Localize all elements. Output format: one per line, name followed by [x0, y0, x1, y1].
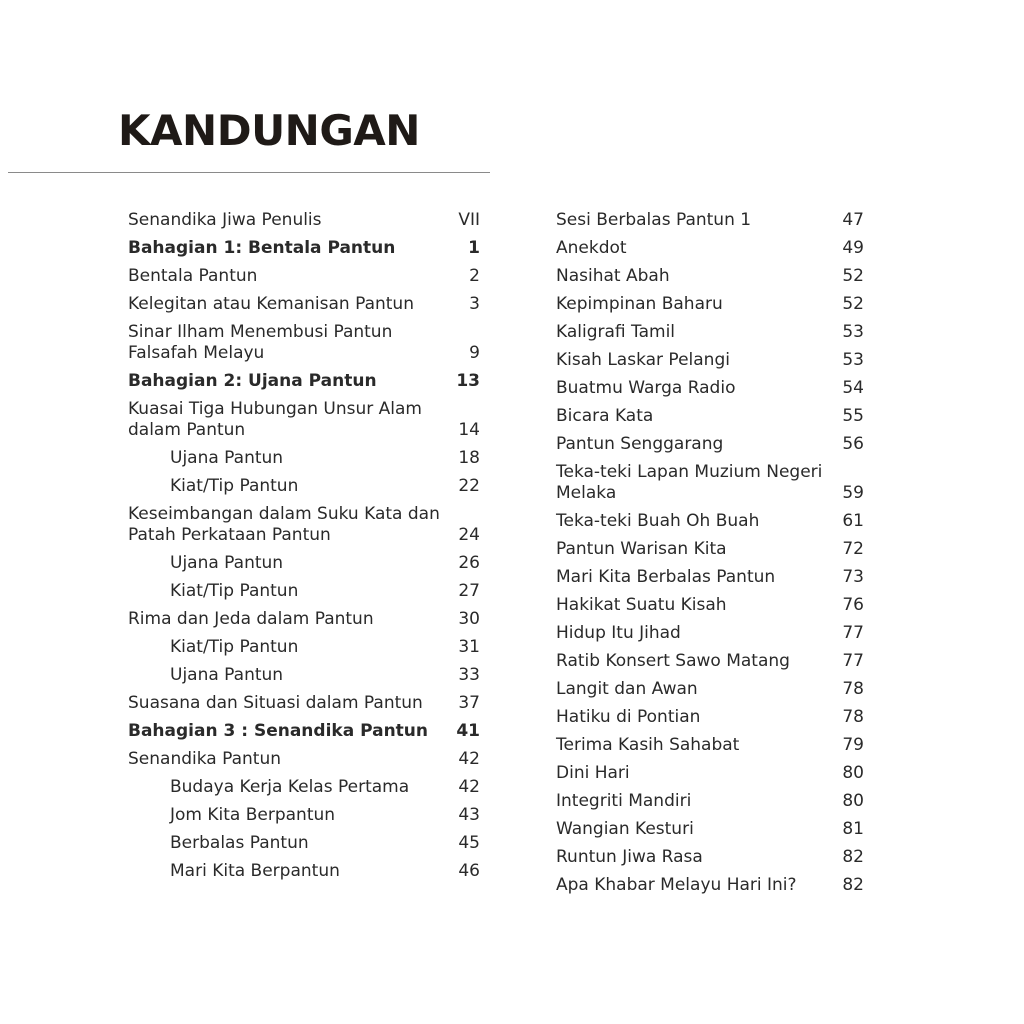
- toc-entry-page: 81: [842, 819, 864, 839]
- toc-entry-page: 42: [458, 777, 480, 797]
- toc-entry: [128, 749, 480, 770]
- toc-entry-page: 49: [842, 238, 864, 258]
- toc-entry: [128, 609, 480, 630]
- toc-entry-title: Runtun Jiwa Rasa: [556, 847, 703, 867]
- toc-entry-page: 46: [458, 861, 480, 881]
- toc-entry-title: Kiat/Tip Pantun: [170, 581, 299, 601]
- toc-entry-title: Langit dan Awan: [556, 679, 698, 699]
- toc-entry-title: Integriti Mandiri: [556, 791, 692, 811]
- toc-entry-title: Bentala Pantun: [128, 266, 258, 286]
- toc-entry: [128, 322, 480, 364]
- toc-entry: [128, 693, 480, 714]
- toc-entry-title: Ujana Pantun: [170, 665, 284, 685]
- toc-entry: [556, 238, 864, 259]
- toc-entry: [128, 581, 480, 602]
- toc-entry: [556, 322, 864, 343]
- toc-entry: [556, 875, 864, 896]
- toc-entry-page: 43: [458, 805, 480, 825]
- toc-entry-page: 77: [842, 651, 864, 671]
- toc-entry-title: Pantun Warisan Kita: [556, 539, 727, 559]
- toc-entry: [128, 553, 480, 574]
- toc-entry: [556, 791, 864, 812]
- toc-entry-title: Senandika Pantun: [128, 749, 281, 769]
- toc-entry: [128, 371, 480, 392]
- toc-entry-title: Kuasai Tiga Hubungan Unsur Alam dalam Pantun: [128, 399, 422, 440]
- toc-entry: [128, 665, 480, 686]
- toc-entry-page: 56: [842, 434, 864, 454]
- toc-entry-page: 53: [842, 322, 864, 342]
- toc-entry-page: 42: [458, 749, 480, 769]
- toc-entry: [556, 763, 864, 784]
- toc-entry: [556, 294, 864, 315]
- toc-entry: [556, 819, 864, 840]
- toc-entry-title: Berbalas Pantun: [170, 833, 309, 853]
- toc-entry-title: Bahagian 3 : Senandika Pantun: [128, 721, 429, 741]
- toc-entry-page: 18: [458, 448, 480, 468]
- toc-entry-page: 14: [458, 420, 480, 440]
- toc-entry: [128, 448, 480, 469]
- toc-entry-title: Hatiku di Pontian: [556, 707, 701, 727]
- toc-entry-title: Wangian Kesturi: [556, 819, 694, 839]
- toc-entry-title: Keseimbangan dalam Suku Kata dan Patah Perkataan Pantun: [128, 504, 440, 545]
- toc-entry-page: 1: [468, 238, 480, 258]
- toc-entry-page: 33: [458, 665, 480, 685]
- toc-entry-page: 52: [842, 294, 864, 314]
- toc-entry-title: Kaligrafi Tamil: [556, 322, 676, 342]
- toc-entry-title: Bicara Kata: [556, 406, 654, 426]
- toc-entry-title: Bahagian 1: Bentala Pantun: [128, 238, 396, 258]
- toc-entry-page: 78: [842, 707, 864, 727]
- toc-entry-title: Anekdot: [556, 238, 627, 258]
- toc-entry-page: 80: [842, 763, 864, 783]
- toc-entry-page: 80: [842, 791, 864, 811]
- toc-entry-title: Nasihat Abah: [556, 266, 670, 286]
- toc-entry-title: Apa Khabar Melayu Hari Ini?: [556, 875, 797, 895]
- toc-entry: [128, 266, 480, 287]
- toc-entry-title: Kisah Laskar Pelangi: [556, 350, 730, 370]
- toc-entry-page: 54: [842, 378, 864, 398]
- toc-entry: [556, 623, 864, 644]
- toc-entry: [556, 378, 864, 399]
- toc-entry-title: Budaya Kerja Kelas Pertama: [170, 777, 410, 797]
- toc-left-column: [128, 210, 480, 889]
- toc-entry: [128, 399, 480, 441]
- toc-entry-page: 73: [842, 567, 864, 587]
- toc-entry-page: 26: [458, 553, 480, 573]
- toc-entry-page: 47: [842, 210, 864, 230]
- toc-entry-page: 22: [458, 476, 480, 496]
- toc-entry-title: Hakikat Suatu Kisah: [556, 595, 727, 615]
- toc-entry-page: 72: [842, 539, 864, 559]
- toc-entry-title: Senandika Jiwa Penulis: [128, 210, 322, 230]
- toc-entry: [556, 679, 864, 700]
- toc-entry-page: 52: [842, 266, 864, 286]
- toc-entry: [556, 266, 864, 287]
- toc-entry-page: 13: [456, 371, 480, 391]
- toc-entry-page: 82: [842, 847, 864, 867]
- toc-entry: [128, 777, 480, 798]
- toc-entry: [556, 595, 864, 616]
- toc-entry-title: Mari Kita Berbalas Pantun: [556, 567, 776, 587]
- title-divider: [8, 172, 490, 173]
- toc-entry-title: Rima dan Jeda dalam Pantun: [128, 609, 374, 629]
- toc-entry-title: Bahagian 2: Ujana Pantun: [128, 371, 377, 391]
- toc-entry-page: 45: [458, 833, 480, 853]
- toc-entry: [556, 406, 864, 427]
- toc-entry-page: 37: [458, 693, 480, 713]
- toc-entry-page: 61: [842, 511, 864, 531]
- toc-entry: [128, 504, 480, 546]
- toc-entry: [556, 651, 864, 672]
- toc-entry: [556, 434, 864, 455]
- toc-entry-page: 27: [458, 581, 480, 601]
- toc-entry: [556, 539, 864, 560]
- toc-entry-page: 79: [842, 735, 864, 755]
- toc-entry-page: 82: [842, 875, 864, 895]
- toc-entry-page: 30: [458, 609, 480, 629]
- toc-entry-page: 2: [469, 266, 480, 286]
- toc-entry: [128, 637, 480, 658]
- toc-entry-page: VII: [458, 210, 480, 230]
- page-title: KANDUNGAN: [118, 106, 420, 155]
- toc-entry-page: 24: [458, 525, 480, 545]
- toc-entry: [128, 861, 480, 882]
- toc-entry: [556, 707, 864, 728]
- toc-entry: [556, 567, 864, 588]
- toc-entry-title: Kelegitan atau Kemanisan Pantun: [128, 294, 414, 314]
- toc-entry-title: Sinar Ilham Menembusi Pantun Falsafah Melayu: [128, 322, 393, 363]
- toc-entry: [128, 210, 480, 231]
- toc-entry-page: 78: [842, 679, 864, 699]
- toc-entry-title: Hidup Itu Jihad: [556, 623, 681, 643]
- toc-entry: [128, 805, 480, 826]
- toc-right-column: [556, 210, 864, 903]
- toc-entry-title: Buatmu Warga Radio: [556, 378, 736, 398]
- toc-entry-title: Kepimpinan Baharu: [556, 294, 723, 314]
- toc-entry: [556, 350, 864, 371]
- toc-entry: [128, 238, 480, 259]
- toc-entry: [556, 735, 864, 756]
- toc-entry-page: 59: [842, 483, 864, 503]
- toc-entry-title: Teka-teki Buah Oh Buah: [556, 511, 760, 531]
- toc-entry-page: 55: [842, 406, 864, 426]
- toc-entry-page: 31: [458, 637, 480, 657]
- toc-entry-title: Dini Hari: [556, 763, 630, 783]
- toc-entry-title: Ujana Pantun: [170, 448, 284, 468]
- toc-entry-page: 76: [842, 595, 864, 615]
- toc-entry-title: Ratib Konsert Sawo Matang: [556, 651, 790, 671]
- toc-entry-title: Pantun Senggarang: [556, 434, 724, 454]
- toc-entry: [128, 833, 480, 854]
- toc-entry-title: Suasana dan Situasi dalam Pantun: [128, 693, 423, 713]
- toc-entry-page: 53: [842, 350, 864, 370]
- toc-entry: [556, 847, 864, 868]
- toc-entry-title: Kiat/Tip Pantun: [170, 476, 299, 496]
- toc-entry: [556, 462, 864, 504]
- toc-entry-title: Terima Kasih Sahabat: [556, 735, 740, 755]
- toc-entry-page: 41: [456, 721, 480, 741]
- toc-entry-title: Jom Kita Berpantun: [170, 805, 336, 825]
- toc-entry-page: 77: [842, 623, 864, 643]
- toc-entry-title: Sesi Berbalas Pantun 1: [556, 210, 752, 230]
- toc-entry-title: Mari Kita Berpantun: [170, 861, 340, 881]
- toc-entry: [556, 511, 864, 532]
- toc-entry-title: Kiat/Tip Pantun: [170, 637, 299, 657]
- toc-entry: [556, 210, 864, 231]
- toc-entry-page: 9: [469, 343, 480, 363]
- toc-entry: [128, 476, 480, 497]
- toc-entry-title: Teka-teki Lapan Muzium Negeri Melaka: [556, 462, 823, 503]
- toc-entry: [128, 294, 480, 315]
- toc-entry: [128, 721, 480, 742]
- toc-entry-title: Ujana Pantun: [170, 553, 284, 573]
- toc-entry-page: 3: [469, 294, 480, 314]
